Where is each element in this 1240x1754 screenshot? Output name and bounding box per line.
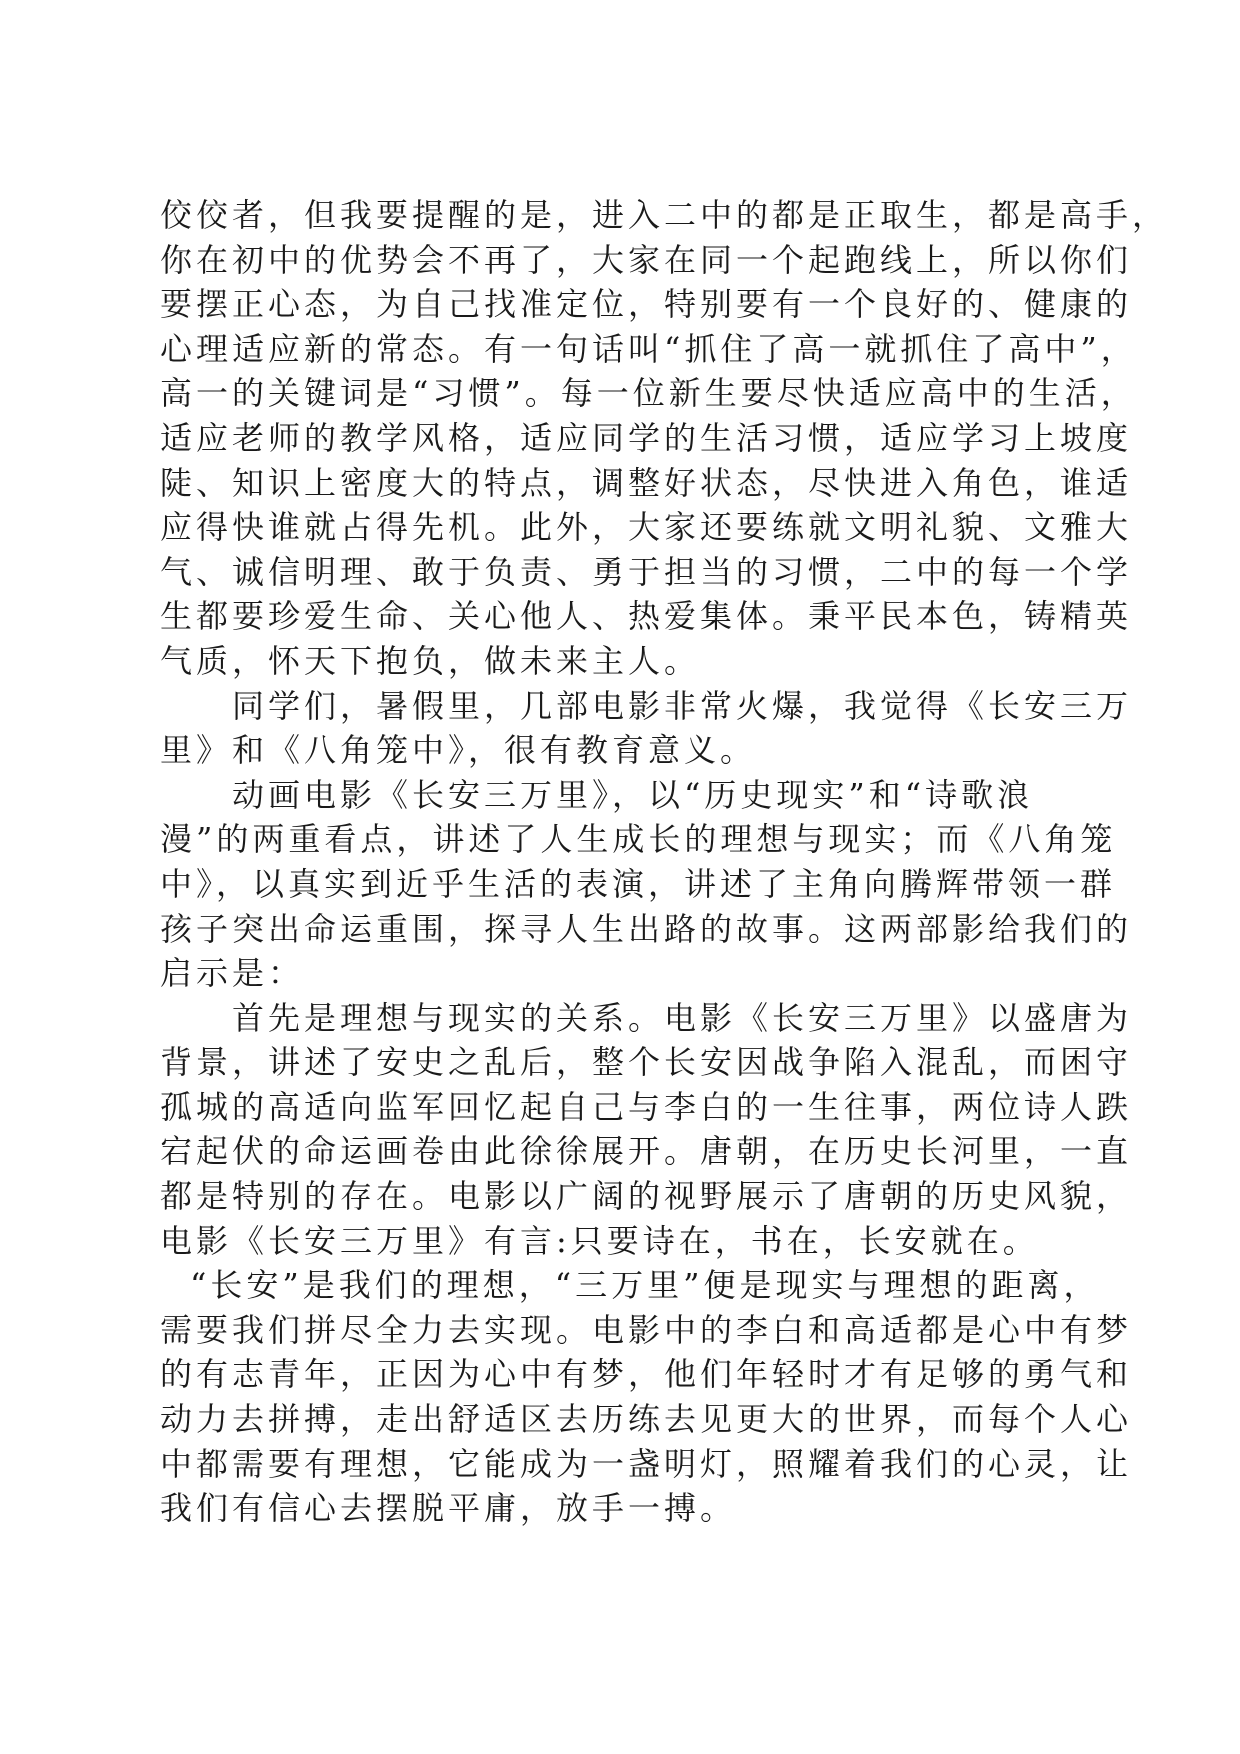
text-line: 高一的关键词是“习惯”。每一位新生要尽快适应高中的生活， bbox=[160, 374, 1137, 413]
paragraph-start-line: 首先是理想与现实的关系。电影《长安三万里》以盛唐为 bbox=[232, 998, 1133, 1037]
paragraph-start-line: 动画电影《长安三万里》，以“历史现实”和“诗歌浪 bbox=[232, 775, 1034, 814]
text-line: 孩子突出命运重围，探寻人生出路的故事。这两部影给我们的 bbox=[160, 909, 1133, 948]
text-line: 的有志青年，正因为心中有梦，他们年轻时才有足够的勇气和 bbox=[160, 1355, 1133, 1394]
text-line: 启示是： bbox=[160, 954, 305, 993]
text-line: 生都要珍爱生命、关心他人、热爱集体。秉平民本色，铸精英 bbox=[160, 597, 1133, 636]
document-body bbox=[160, 193, 1169, 1531]
text-line: 里》和《八角笼中》，很有教育意义。 bbox=[160, 731, 757, 770]
text-line: 应得快谁就占得先机。此外，大家还要练就文明礼貌、文雅大 bbox=[160, 508, 1133, 547]
text-line: 佼佼者，但我要提醒的是，进入二中的都是正取生，都是高手， bbox=[160, 196, 1169, 234]
text-line: 陡、知识上密度大的特点，调整好状态，尽快进入角色，谁适 bbox=[160, 463, 1133, 502]
paragraph-start-line: 同学们，暑假里，几部电影非常火爆，我觉得《长安三万 bbox=[232, 686, 1133, 725]
text-line: 中都需要有理想，它能成为一盏明灯，照耀着我们的心灵，让 bbox=[160, 1444, 1133, 1483]
text-line: 孤城的高适向监军回忆起自己与李白的一生往事，两位诗人跌 bbox=[160, 1087, 1133, 1126]
text-line: 中》，以真实到近乎生活的表演，讲述了主角向腾辉带领一群 bbox=[160, 864, 1117, 903]
text-line: 你在初中的优势会不再了，大家在同一个起跑线上，所以你们 bbox=[160, 240, 1133, 279]
text-line: 需要我们拼尽全力去实现。电影中的李白和高适都是心中有梦 bbox=[160, 1310, 1133, 1349]
text-line: 动力去拼搏，走出舒适区去历练去见更大的世界，而每个人心 bbox=[160, 1400, 1133, 1439]
paragraph-start-line: “长安”是我们的理想，“三万里”便是现实与理想的距离， bbox=[190, 1266, 1100, 1305]
text-line: 都是特别的存在。电影以广阔的视野展示了唐朝的历史风貌， bbox=[160, 1177, 1133, 1216]
text-line: 气质，怀天下抱负，做未来主人。 bbox=[160, 641, 701, 680]
text-line: 要摆正心态，为自己找准定位，特别要有一个良好的、健康的 bbox=[160, 285, 1133, 324]
text-line: 电影《长安三万里》有言:只要诗在，书在，长安就在。 bbox=[160, 1221, 1039, 1260]
text-line: 气、诚信明理、敢于负责、勇于担当的习惯，二中的每一个学 bbox=[160, 552, 1133, 591]
text-line: 我们有信心去摆脱平庸，放手一搏。 bbox=[160, 1489, 737, 1528]
text-line: 宕起伏的命运画卷由此徐徐展开。唐朝，在历史长河里，一直 bbox=[160, 1132, 1133, 1171]
text-line: 心理适应新的常态。有一句话叫“抓住了高一就抓住了高中”， bbox=[160, 329, 1137, 368]
text-line: 背景，讲述了安史之乱后，整个长安因战争陷入混乱，而困守 bbox=[160, 1043, 1133, 1082]
text-line: 漫”的两重看点，讲述了人生成长的理想与现实；而《八角笼 bbox=[160, 820, 1117, 859]
text-line: 适应老师的教学风格，适应同学的生活习惯，适应学习上坡度 bbox=[160, 418, 1133, 457]
